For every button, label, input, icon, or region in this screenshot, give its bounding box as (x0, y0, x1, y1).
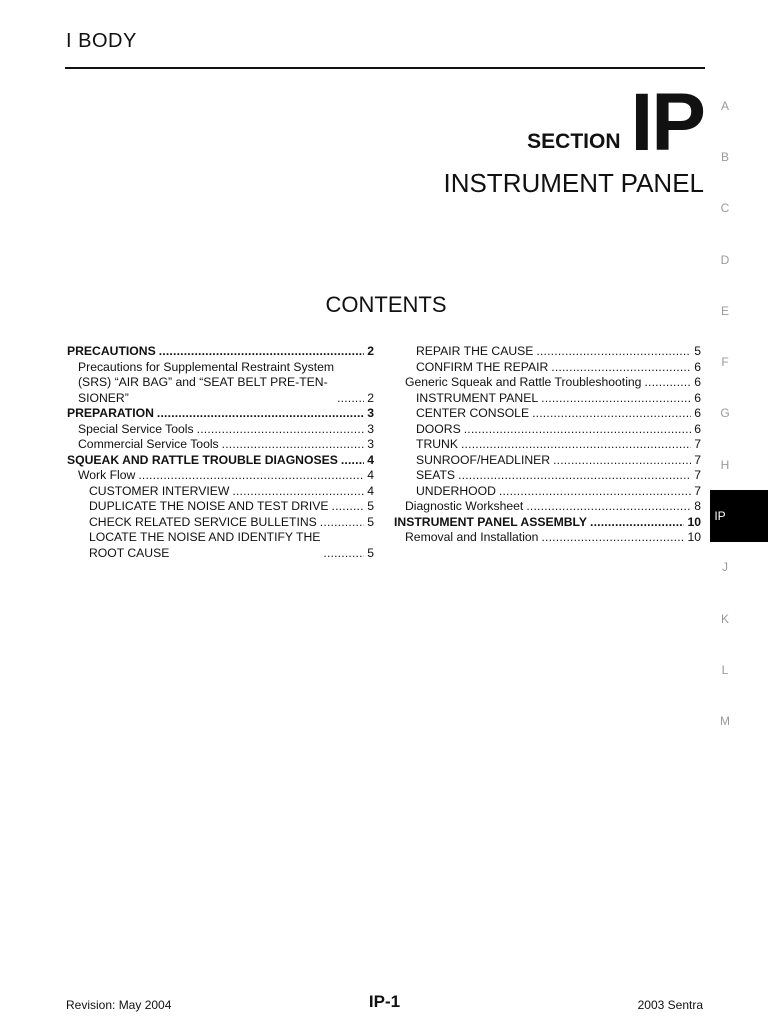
toc-entry-title: CONFIRM THE REPAIR (416, 359, 549, 374)
toc-entry-title: CHECK RELATED SERVICE BULLETINS (89, 514, 317, 529)
section-line (443, 77, 704, 168)
toc-entry[interactable] (394, 344, 701, 360)
toc-entry-page: 3 (367, 437, 374, 451)
toc-entry-title: INSTRUMENT PANEL ASSEMBLY (394, 514, 587, 529)
toc-entry-title: PREPARATION (67, 406, 154, 420)
toc-entry[interactable] (67, 499, 374, 515)
toc-entry[interactable] (394, 453, 701, 469)
toc-entry-page: 3 (367, 421, 374, 436)
toc-leader-dots (541, 391, 691, 407)
toc-entry-title: Special Service Tools (78, 421, 194, 436)
toc-leader-dots (532, 406, 691, 422)
toc-entry[interactable] (67, 453, 374, 469)
toc-entry-title: Commercial Service Tools (78, 437, 219, 451)
toc-entry-page: 6 (694, 421, 701, 436)
toc-entry-page: 4 (367, 483, 374, 498)
toc-entry[interactable] (394, 468, 701, 484)
side-tab-h[interactable]: H (720, 457, 730, 472)
toc-entry-page: 2 (367, 344, 374, 358)
toc-entry-page: 5 (694, 344, 701, 358)
side-tab-strip (710, 80, 768, 747)
toc-entry-page: 7 (694, 437, 701, 451)
toc-entry-page: 7 (694, 468, 701, 482)
toc-entry-title: Precautions for Supplemental Restraint System (SRS) “AIR BAG” and “SEAT BELT PRE-TEN- SIONER” (78, 359, 335, 405)
toc-entry[interactable] (67, 515, 374, 531)
toc-leader-dots (337, 391, 364, 407)
toc-entry[interactable] (67, 422, 374, 438)
toc-entry-title: REPAIR THE CAUSE (416, 344, 534, 358)
section-word: SECTION (527, 130, 621, 153)
side-tab-e[interactable]: E (720, 303, 729, 318)
toc-entry-title: LOCATE THE NOISE AND IDENTIFY THE ROOT CAUSE (89, 530, 321, 560)
toc-entry[interactable] (394, 484, 701, 500)
toc-entry[interactable] (67, 484, 374, 500)
toc-entry[interactable] (394, 515, 701, 531)
toc-leader-dots (159, 344, 365, 360)
toc-entry-page: 8 (694, 499, 701, 513)
toc-leader-dots (551, 360, 691, 376)
toc-leader-dots (458, 468, 691, 484)
toc-right-column (394, 344, 701, 546)
toc-entry-page: 6 (694, 359, 701, 374)
toc-entry-title: Generic Squeak and Rattle Troubleshooting (405, 375, 642, 389)
toc-entry[interactable] (67, 530, 374, 561)
toc-entry-title: Removal and Installation (405, 530, 539, 544)
toc-entry[interactable] (394, 499, 701, 515)
toc-entry-title: Diagnostic Worksheet (405, 499, 524, 513)
footer (66, 992, 703, 1016)
toc-entry-page: 5 (367, 499, 374, 513)
section-code: IP (630, 77, 704, 168)
toc-entry[interactable] (67, 468, 374, 484)
toc-leader-dots (536, 344, 691, 360)
toc-leader-dots (332, 499, 365, 515)
toc-entry[interactable] (394, 375, 701, 391)
toc-leader-dots (644, 375, 691, 391)
side-tab-a[interactable]: A (720, 98, 729, 113)
toc-entry-page: 7 (694, 483, 701, 498)
toc-entry-title: SEATS (416, 468, 456, 482)
toc-leader-dots (499, 484, 691, 500)
toc-left-column (67, 344, 374, 561)
toc-leader-dots (138, 468, 364, 484)
side-tab-k[interactable]: K (720, 611, 729, 626)
toc-entry-title: CUSTOMER INTERVIEW (89, 483, 230, 498)
toc-entry[interactable] (67, 406, 374, 422)
side-tab-ip[interactable]: IP (710, 490, 768, 541)
toc-leader-dots (541, 530, 684, 546)
toc-entry-title: DUPLICATE THE NOISE AND TEST DRIVE (89, 499, 329, 513)
toc-entry[interactable] (67, 344, 374, 360)
toc-entry-title: DOORS (416, 421, 461, 436)
side-tab-l[interactable]: L (721, 662, 729, 677)
side-tab-f[interactable]: F (721, 355, 729, 370)
side-tab-d[interactable]: D (720, 252, 730, 267)
toc-entry[interactable] (394, 391, 701, 407)
toc-entry-page: 10 (687, 514, 701, 529)
toc-leader-dots (323, 546, 364, 562)
toc-entry[interactable] (67, 360, 374, 407)
toc-leader-dots (157, 406, 364, 422)
toc-entry-title: INSTRUMENT PANEL (416, 390, 539, 405)
toc-leader-dots (341, 453, 364, 469)
toc-entry-page: 2 (367, 390, 374, 405)
toc-entry-title: Work Flow (78, 468, 136, 482)
footer-model: 2003 Sentra (637, 998, 703, 1012)
toc-entry-page: 5 (367, 545, 374, 560)
toc-leader-dots (526, 499, 691, 515)
header-title: I BODY (66, 30, 137, 52)
toc-entry-title: SQUEAK AND RATTLE TROUBLE DIAGNOSES (67, 452, 338, 467)
toc-leader-dots (320, 515, 364, 531)
toc-entry-title: TRUNK (416, 437, 458, 451)
contents-heading: CONTENTS (325, 292, 447, 317)
toc-entry-page: 6 (694, 406, 701, 420)
toc-entry-page: 7 (694, 452, 701, 467)
toc-entry-title: UNDERHOOD (416, 483, 496, 498)
toc-entry[interactable] (67, 437, 374, 453)
section-name: INSTRUMENT PANEL (443, 168, 704, 198)
toc-entry-title: SUNROOF/HEADLINER (416, 452, 551, 467)
toc-leader-dots (232, 484, 364, 500)
side-tab-c[interactable]: C (720, 201, 730, 216)
toc-entry-title: PRECAUTIONS (67, 344, 156, 358)
toc-entry[interactable] (394, 422, 701, 438)
toc-entry[interactable] (394, 530, 701, 546)
toc-leader-dots (197, 422, 365, 438)
toc-leader-dots (464, 422, 692, 438)
toc-entry[interactable] (394, 437, 701, 453)
footer-revision: Revision: May 2004 (66, 998, 172, 1012)
footer-page-number: IP-1 (368, 992, 401, 1011)
toc-entry-page: 6 (694, 375, 701, 389)
toc-entry[interactable] (394, 360, 701, 376)
toc-entry-page: 4 (367, 452, 374, 467)
toc-entry-page: 10 (687, 530, 701, 544)
toc-entry-page: 5 (367, 514, 374, 529)
section-block (443, 77, 704, 199)
toc-leader-dots (553, 453, 691, 469)
toc-leader-dots (222, 437, 365, 453)
side-tab-b[interactable]: B (720, 149, 729, 164)
toc-entry-page: 3 (367, 406, 374, 420)
header-rule (65, 67, 705, 69)
side-tab-g[interactable]: G (720, 406, 730, 421)
side-tab-j[interactable]: J (722, 560, 728, 575)
toc-entry-page: 4 (367, 468, 374, 482)
toc-entry-page: 6 (694, 390, 701, 405)
toc-leader-dots (590, 515, 684, 531)
toc-leader-dots (461, 437, 691, 453)
side-tab-m[interactable]: M (720, 714, 730, 729)
toc-entry[interactable] (394, 406, 701, 422)
toc-entry-title: CENTER CONSOLE (416, 406, 530, 420)
